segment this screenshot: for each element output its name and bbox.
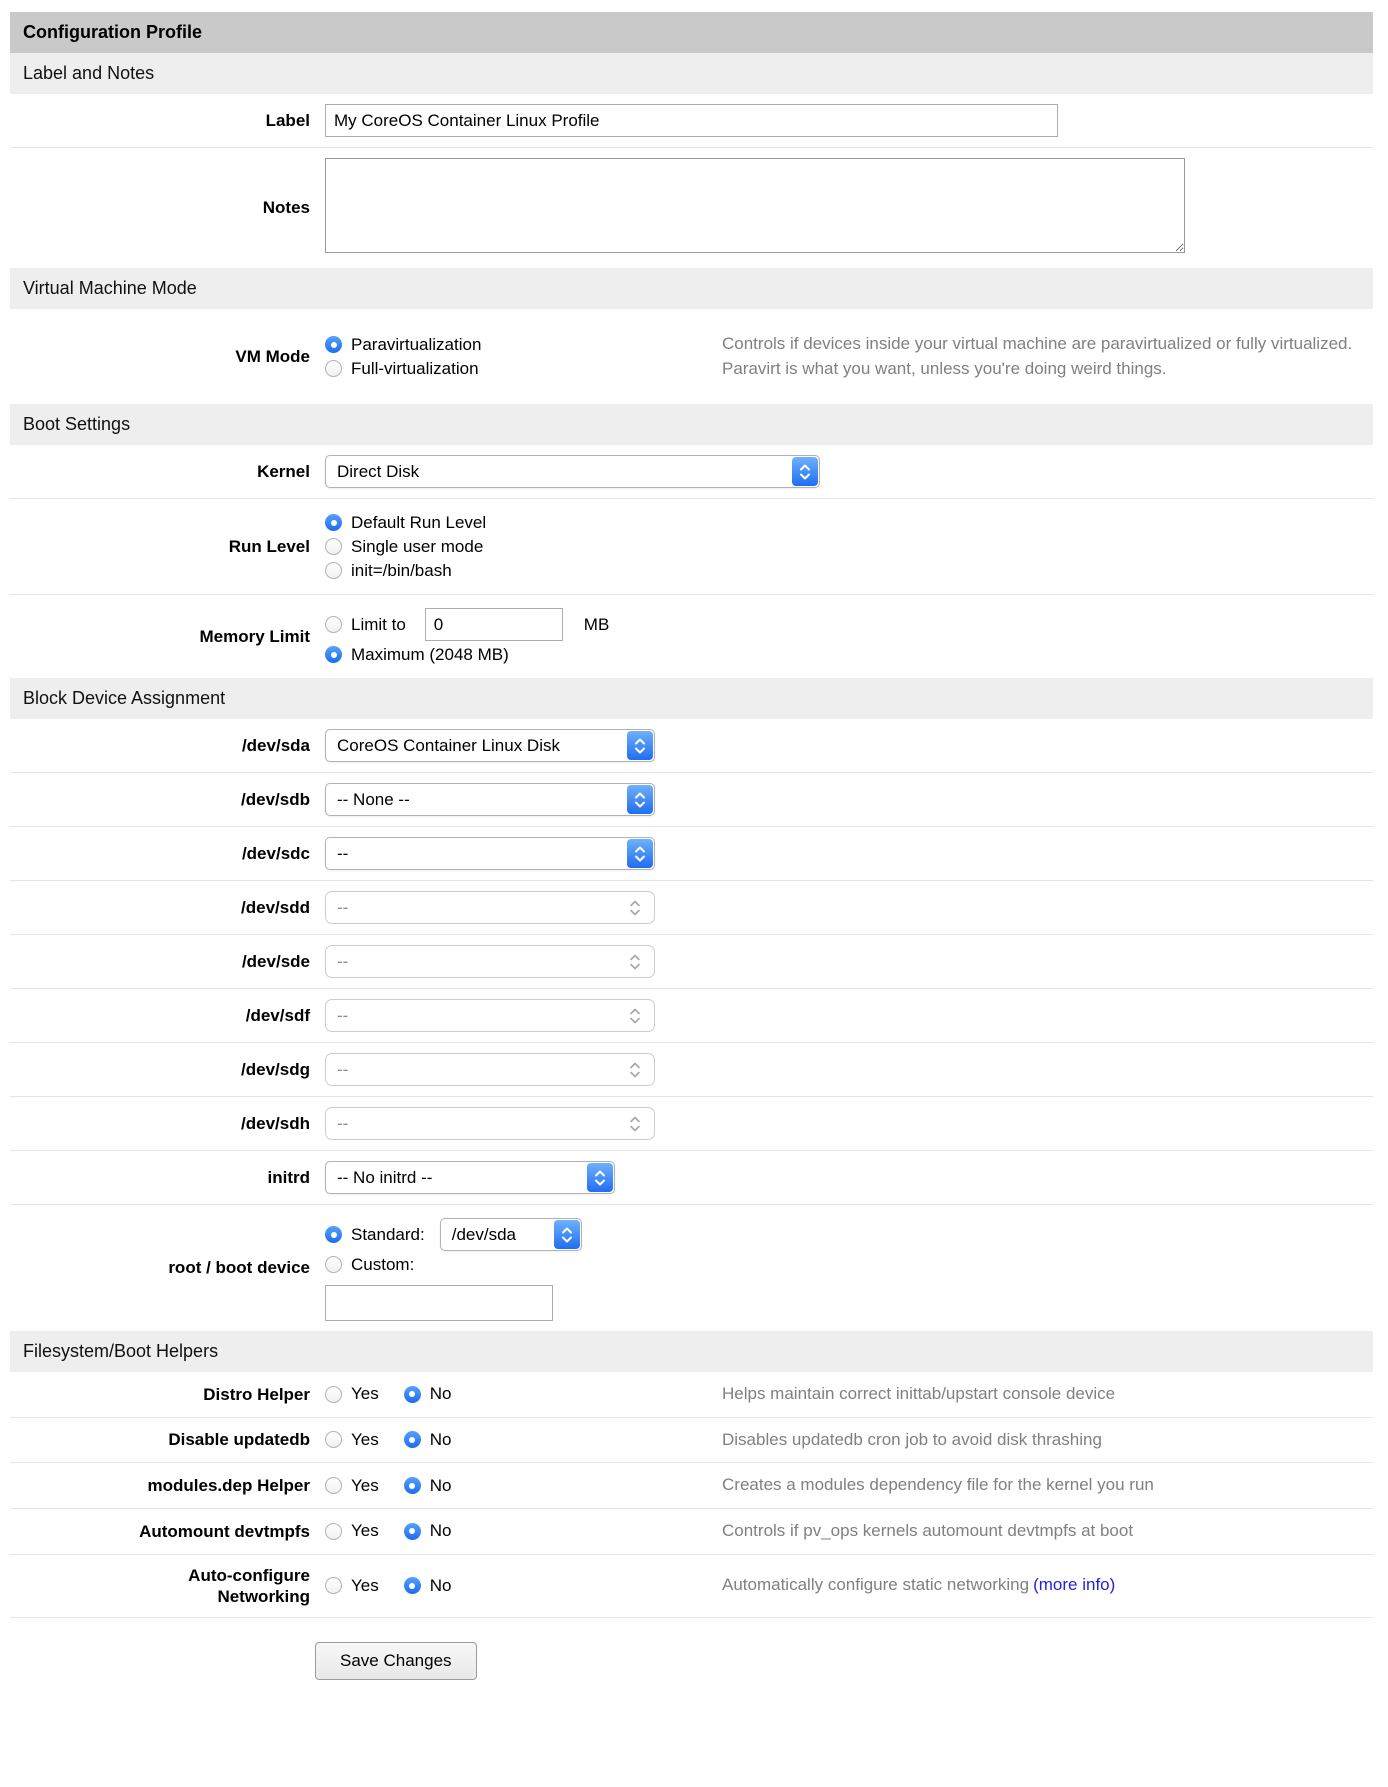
label-row [10,94,1373,147]
section-virtual-machine-mode: Virtual Machine Mode [10,268,1373,309]
run-level-option-default [325,512,722,533]
run-level-init-bash-label[interactable]: init=/bin/bash [351,561,452,580]
root-boot-device-row [10,1204,1373,1331]
dropdown-stepper-icon [554,1220,580,1249]
chevron-up-icon [561,1227,573,1234]
dev-sdf-row [10,988,1373,1042]
initrd-select[interactable] [325,1161,615,1194]
vm-mode-full-virtualization-label[interactable]: Full-virtualization [351,359,479,378]
automount-devtmpfs-yes-radio[interactable] [325,1523,342,1540]
automount-devtmpfs-help: Controls if pv_ops kernels automount devtmpfs at boot [722,1520,1134,1540]
dropdown-stepper-icon [622,1109,648,1138]
dropdown-stepper-icon [622,893,648,922]
chevron-up-icon [629,1062,641,1069]
vm-mode-paravirtualization-label[interactable]: Paravirtualization [351,335,482,354]
distro-helper-yes-radio[interactable] [325,1386,342,1403]
chevron-up-icon [629,1008,641,1015]
vm-mode-options [325,331,722,382]
dev-sdh-select-value: -- [337,1113,349,1133]
chevron-down-icon [629,963,641,970]
chevron-down-icon [634,801,646,808]
memory-limit-to-option [325,608,722,641]
notes-textarea[interactable] [325,158,1185,253]
dev-sdg-select-value: -- [337,1059,349,1079]
memory-limit-options [325,605,722,668]
chevron-down-icon [634,747,646,754]
dev-sde-label: /dev/sde [241,951,310,971]
disable-updatedb-row [10,1417,1373,1463]
label-input[interactable] [325,104,1058,137]
auto-configure-networking-no-label[interactable]: No [429,1575,452,1595]
run-level-single-user-label[interactable]: Single user mode [351,537,484,556]
dropdown-stepper-icon [627,785,653,814]
memory-maximum-label[interactable]: Maximum (2048 MB) [351,645,509,664]
dev-sda-label: /dev/sda [241,735,310,755]
chevron-down-icon [629,1125,641,1132]
root-custom-option [325,1254,722,1275]
dev-sdf-select-value: -- [337,1005,349,1025]
chevron-down-icon [629,1071,641,1078]
root-custom-label[interactable]: Custom: [351,1255,415,1274]
kernel-control [325,455,820,488]
disable-updatedb-yes-radio[interactable] [325,1431,342,1448]
dropdown-stepper-icon [622,1055,648,1084]
chevron-down-icon [629,1017,641,1024]
section-block-device-assignment: Block Device Assignment [10,678,1373,719]
dev-sdb-row [10,772,1373,826]
dev-sdb-label: /dev/sdb [241,789,310,809]
dev-sdb-select-value: -- None -- [337,789,410,809]
disable-updatedb-no-radio[interactable] [404,1431,421,1448]
label-field-label: Label [265,110,310,130]
chevron-down-icon [561,1236,573,1243]
kernel-select-value: Direct Disk [337,461,420,481]
dev-sdf-select [325,999,655,1032]
root-standard-select-value: /dev/sda [451,1225,516,1244]
chevron-up-icon [594,1170,606,1177]
run-level-options [325,509,722,584]
dev-sdh-row [10,1096,1373,1150]
distro-helper-row [10,1372,1373,1417]
chevron-up-icon [629,954,641,961]
block-device-rows [10,719,1373,1331]
dev-sdd-select-value: -- [337,897,349,917]
root-standard-option [325,1218,722,1251]
memory-limit-to-label[interactable]: Limit to [351,615,406,634]
vm-mode-full-virtualization-radio[interactable] [325,360,342,377]
root-boot-device-label: root / boot device [168,1258,310,1278]
memory-maximum-radio[interactable] [325,646,342,663]
page-title: Configuration Profile [10,12,1373,53]
dev-sda-row [10,719,1373,772]
disable-updatedb-help: Disables updatedb cron job to avoid disk thrashing [722,1429,1102,1449]
chevron-up-icon [634,846,646,853]
boot-rows [10,445,1373,678]
dev-sda-select[interactable] [325,729,655,762]
run-level-row [10,498,1373,594]
vm-mode-row [10,309,1373,404]
modules-dep-helper-label: modules.dep Helper [147,1475,310,1495]
distro-helper-no-label[interactable]: No [429,1384,452,1404]
root-custom-radio[interactable] [325,1256,342,1273]
memory-limit-row [10,594,1373,678]
root-standard-radio[interactable] [325,1226,342,1243]
run-level-option-init-bash [325,560,722,581]
kernel-label: Kernel [257,461,310,481]
run-level-single-user-radio[interactable] [325,538,342,555]
dropdown-stepper-icon [587,1163,613,1192]
vm-mode-help-line2: Paravirt is what you want, unless you're doing weird things. [722,358,1167,378]
auto-configure-networking-yes-radio[interactable] [325,1577,342,1594]
auto-configure-networking-no-radio[interactable] [404,1577,421,1594]
chevron-down-icon [634,855,646,862]
disable-updatedb-no-label[interactable]: No [429,1429,452,1449]
auto-configure-networking-help: Automatically configure static networking (more info) [722,1575,1116,1595]
disable-updatedb-label: Disable updatedb [168,1430,310,1450]
chevron-down-icon [799,473,811,480]
auto-configure-networking-label: Auto-configure Networking [188,1565,310,1606]
dev-sdg-select [325,1053,655,1086]
dev-sdd-select [325,891,655,924]
vm-mode-help [722,332,1373,381]
memory-maximum-option [325,644,722,665]
initrd-row [10,1150,1373,1204]
memory-limit-unit: MB [583,615,610,634]
dropdown-stepper-icon [627,839,653,868]
notes-field-label: Notes [262,198,310,218]
notes-field-control [325,158,1185,258]
more-info-link[interactable]: (more info) [1033,1575,1116,1595]
modules-dep-helper-help: Creates a modules dependency file for the kernel you run [722,1475,1154,1495]
run-level-default-label[interactable]: Default Run Level [351,513,487,532]
vm-rows [10,309,1373,404]
automount-devtmpfs-no-label[interactable]: No [429,1521,452,1541]
run-level-default-radio[interactable] [325,514,342,531]
chevron-down-icon [629,909,641,916]
helper-rows [10,1372,1373,1618]
automount-devtmpfs-label: Automount devtmpfs [139,1521,310,1541]
chevron-down-icon [594,1179,606,1186]
dropdown-stepper-icon [622,947,648,976]
label-notes-rows [10,94,1373,268]
root-standard-label[interactable]: Standard: [351,1225,425,1244]
dev-sdc-select[interactable] [325,837,655,870]
distro-helper-yes-label[interactable]: Yes [351,1384,379,1404]
dev-sdc-label: /dev/sdc [241,843,310,863]
root-standard-select[interactable] [440,1218,582,1251]
memory-limit-input[interactable] [425,608,563,641]
section-filesystem-boot-helpers: Filesystem/Boot Helpers [10,1331,1373,1372]
distro-helper-no-radio[interactable] [404,1386,421,1403]
vm-mode-option-full-virtualization [325,358,722,379]
dev-sdf-label: /dev/sdf [245,1005,310,1025]
dev-sde-select [325,945,655,978]
auto-configure-networking-yes-label[interactable]: Yes [351,1575,379,1595]
distro-helper-help: Helps maintain correct inittab/upstart console device [722,1384,1116,1403]
dropdown-stepper-icon [622,1001,648,1030]
modules-dep-helper-row [10,1462,1373,1508]
dev-sdh-label: /dev/sdh [241,1113,310,1133]
run-level-init-bash-radio[interactable] [325,562,342,579]
save-changes-button[interactable]: Save Changes [315,1642,477,1680]
modules-dep-helper-yes-radio[interactable] [325,1477,342,1494]
vm-mode-option-paravirtualization [325,334,722,355]
dev-sdg-row [10,1042,1373,1096]
dev-sdd-row [10,880,1373,934]
memory-limit-label: Memory Limit [199,626,310,646]
dev-sdh-select [325,1107,655,1140]
root-boot-device-options [325,1215,722,1321]
kernel-select[interactable] [325,455,820,488]
automount-devtmpfs-yes-label[interactable]: Yes [351,1521,379,1541]
distro-helper-label: Distro Helper [203,1384,310,1404]
vm-mode-help-line1: Controls if devices inside your virtual machine are paravirtualized or fully virtualized. [722,333,1353,353]
configuration-profile-page [10,12,1373,1710]
dev-sde-row [10,934,1373,988]
chevron-up-icon [634,738,646,745]
section-boot-settings: Boot Settings [10,404,1373,445]
memory-limit-to-radio[interactable] [325,616,342,633]
dev-sdc-row [10,826,1373,880]
modules-dep-helper-no-label[interactable]: No [429,1475,452,1495]
dev-sda-select-value: CoreOS Container Linux Disk [337,735,560,755]
disable-updatedb-yes-label[interactable]: Yes [351,1429,379,1449]
chevron-up-icon [629,1116,641,1123]
dropdown-stepper-icon [627,731,653,760]
dropdown-stepper-icon [792,457,818,486]
chevron-up-icon [634,792,646,799]
root-custom-input[interactable] [325,1285,553,1321]
notes-row [10,147,1373,268]
automount-devtmpfs-no-radio[interactable] [404,1523,421,1540]
dev-sdg-label: /dev/sdg [241,1059,310,1079]
dev-sdd-label: /dev/sdd [241,897,310,917]
dev-sde-select-value: -- [337,951,349,971]
chevron-up-icon [799,464,811,471]
section-label-and-notes: Label and Notes [10,53,1373,94]
initrd-label: initrd [267,1167,310,1187]
vm-mode-paravirtualization-radio[interactable] [325,336,342,353]
label-field-control [325,104,1058,137]
auto-configure-networking-row [10,1554,1373,1618]
automount-devtmpfs-row [10,1508,1373,1554]
dev-sdc-select-value: -- [337,843,349,863]
vm-mode-label: VM Mode [235,346,310,366]
run-level-label: Run Level [228,536,310,556]
modules-dep-helper-no-radio[interactable] [404,1477,421,1494]
chevron-up-icon [629,900,641,907]
initrd-select-value: -- No initrd -- [337,1167,433,1187]
kernel-row [10,445,1373,498]
run-level-option-single-user [325,536,722,557]
dev-sdb-select[interactable] [325,783,655,816]
modules-dep-helper-yes-label[interactable]: Yes [351,1475,379,1495]
